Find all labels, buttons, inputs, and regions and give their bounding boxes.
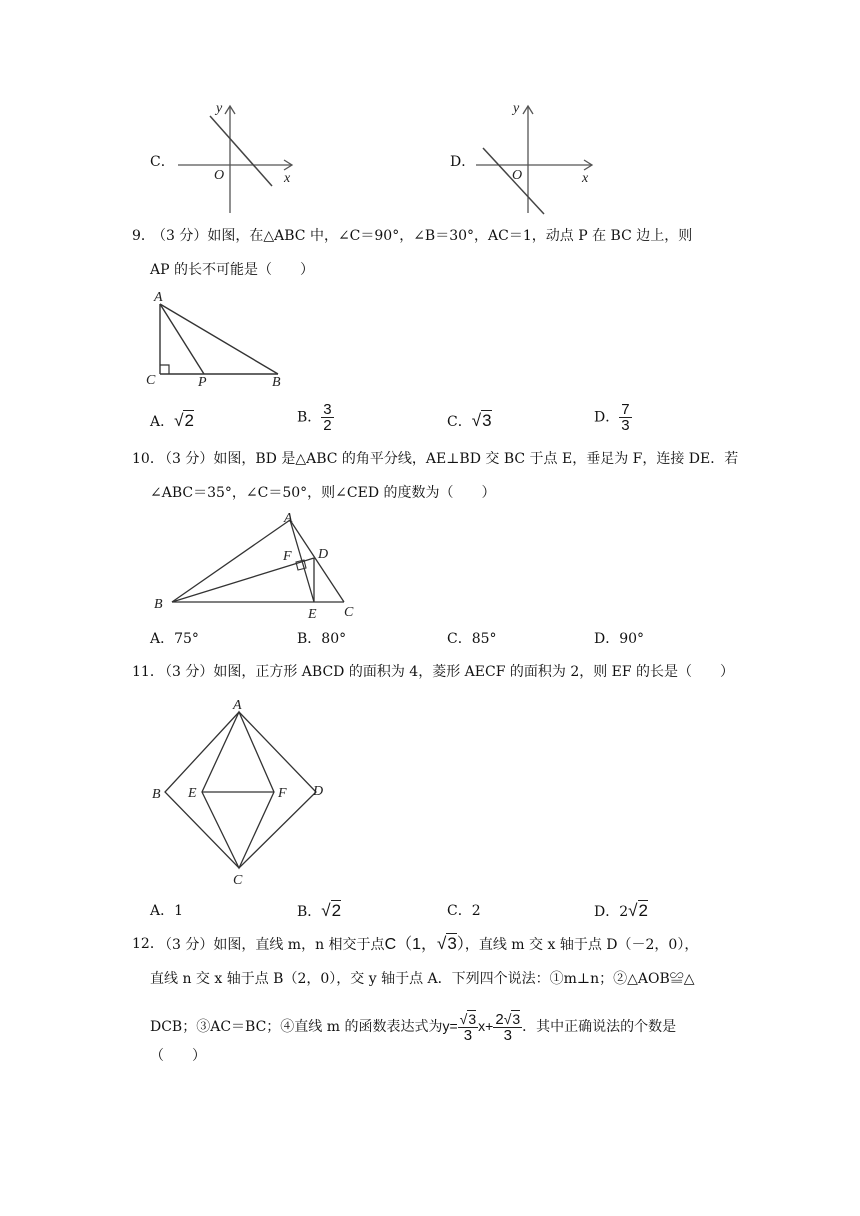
q12-text-line3: DCB；③AC＝BC；④直线 m 的函数表达式为y= $\frac{√3}{3}$ x+ $\frac{2√3}{3}$ ．其中正确说法的个数是 [150,1010,677,1044]
q11-label-c: C [233,873,243,888]
q11-label-f: F [278,786,287,801]
q8-c-origin: O [214,168,225,183]
q9-option-d[interactable]: D． $\frac{7}{3}$ [594,401,630,434]
q11-label-a: A [233,698,242,713]
q12-text-line1: （3 分）如图，直线 m，n 相交于点C（1，√3），直线 m 交 x 轴于点 D（－2，0）， [158,934,699,953]
q11-label-e: E [188,786,197,801]
q8-d-axis-x: x [582,171,589,186]
q11-option-b[interactable]: B．√2 [297,901,342,920]
q8-graph-d [468,98,598,218]
q12-number: 12． [132,936,164,952]
q11-label-d: D [313,784,324,799]
sqrt-symbol: √2 [321,901,342,920]
q9-label-p: P [198,375,207,390]
q8-option-d-label[interactable]: D． [450,154,476,170]
q9-text-line2: AP 的长不可能是（ ） [150,262,314,278]
q11-number: 11． [132,664,164,680]
q10-option-d[interactable]: D．90° [594,631,645,647]
q9-option-c[interactable]: C．√3 [447,411,492,430]
q10-label-a: A [284,511,293,526]
q9-label-b: B [272,375,281,390]
q12-text-line4: （ ） [150,1048,206,1064]
q9-option-b[interactable]: B． $\frac{3}{2}$ [297,401,332,434]
q10-label-f: F [283,549,292,564]
q10-text-line1: （3 分）如图，BD 是△ABC 的角平分线，AE⊥BD 交 BC 于点 E，垂足为 F，连接 DE．若 [158,451,739,467]
q10-triangle-figure [148,506,368,622]
q11-option-d[interactable]: D．2√2 [594,901,648,920]
sqrt-symbol: √2 [628,901,648,920]
q9-label-a: A [154,290,163,305]
sqrt-symbol: √3 [471,411,492,430]
q10-option-a[interactable]: A．75° [150,631,199,647]
q11-square-rhombus-figure [148,696,338,886]
q10-number: 10． [132,451,164,467]
q11-label-b: B [152,787,161,802]
q9-triangle-figure [140,288,300,388]
q9-option-a[interactable]: A．√2 [150,411,194,430]
q12-text-line2: 直线 n 交 x 轴于点 B（2，0），交 y 轴于点 A．下列四个说法：①m⊥n；②△AOB≌△ [150,971,695,987]
q10-label-b: B [154,597,163,612]
q8-option-c-label[interactable]: C． [150,154,175,170]
q10-option-b[interactable]: B．80° [297,631,347,647]
q10-option-c[interactable]: C．85° [447,631,497,647]
q11-text-line1: （3 分）如图，正方形 ABCD 的面积为 4，菱形 AECF 的面积为 2，则 EF 的长是（ ） [158,664,735,680]
q9-label-c: C [146,373,156,388]
fraction: $\frac{3}{2}$ [323,401,332,434]
q10-label-d: D [318,547,329,562]
q11-option-a[interactable]: A．1 [150,903,184,919]
q11-option-c[interactable]: C．2 [447,903,481,919]
q9-text-line1: （3 分）如图，在△ABC 中，∠C＝90°，∠B＝30°，AC＝1，动点 P 在 BC 边上，则 [152,228,693,244]
q8-d-axis-y: y [513,101,520,116]
sqrt-symbol: √3 [437,934,457,953]
fraction: $\frac{2√3}{3}$ [495,1010,521,1044]
q8-graph-c [170,98,300,218]
fraction: $\frac{7}{3}$ [621,401,630,434]
q8-c-axis-x: x [284,171,291,186]
q8-c-axis-y: y [216,101,223,116]
q8-d-origin: O [512,168,523,183]
q10-label-c: C [344,605,354,620]
fraction: $\frac{√3}{3}$ [459,1010,477,1044]
q9-number: 9． [132,228,155,244]
q10-text-line2: ∠ABC＝35°，∠C＝50°，则∠CED 的度数为（ ） [150,485,496,501]
q10-label-e: E [308,607,317,622]
sqrt-symbol: √2 [174,411,194,430]
